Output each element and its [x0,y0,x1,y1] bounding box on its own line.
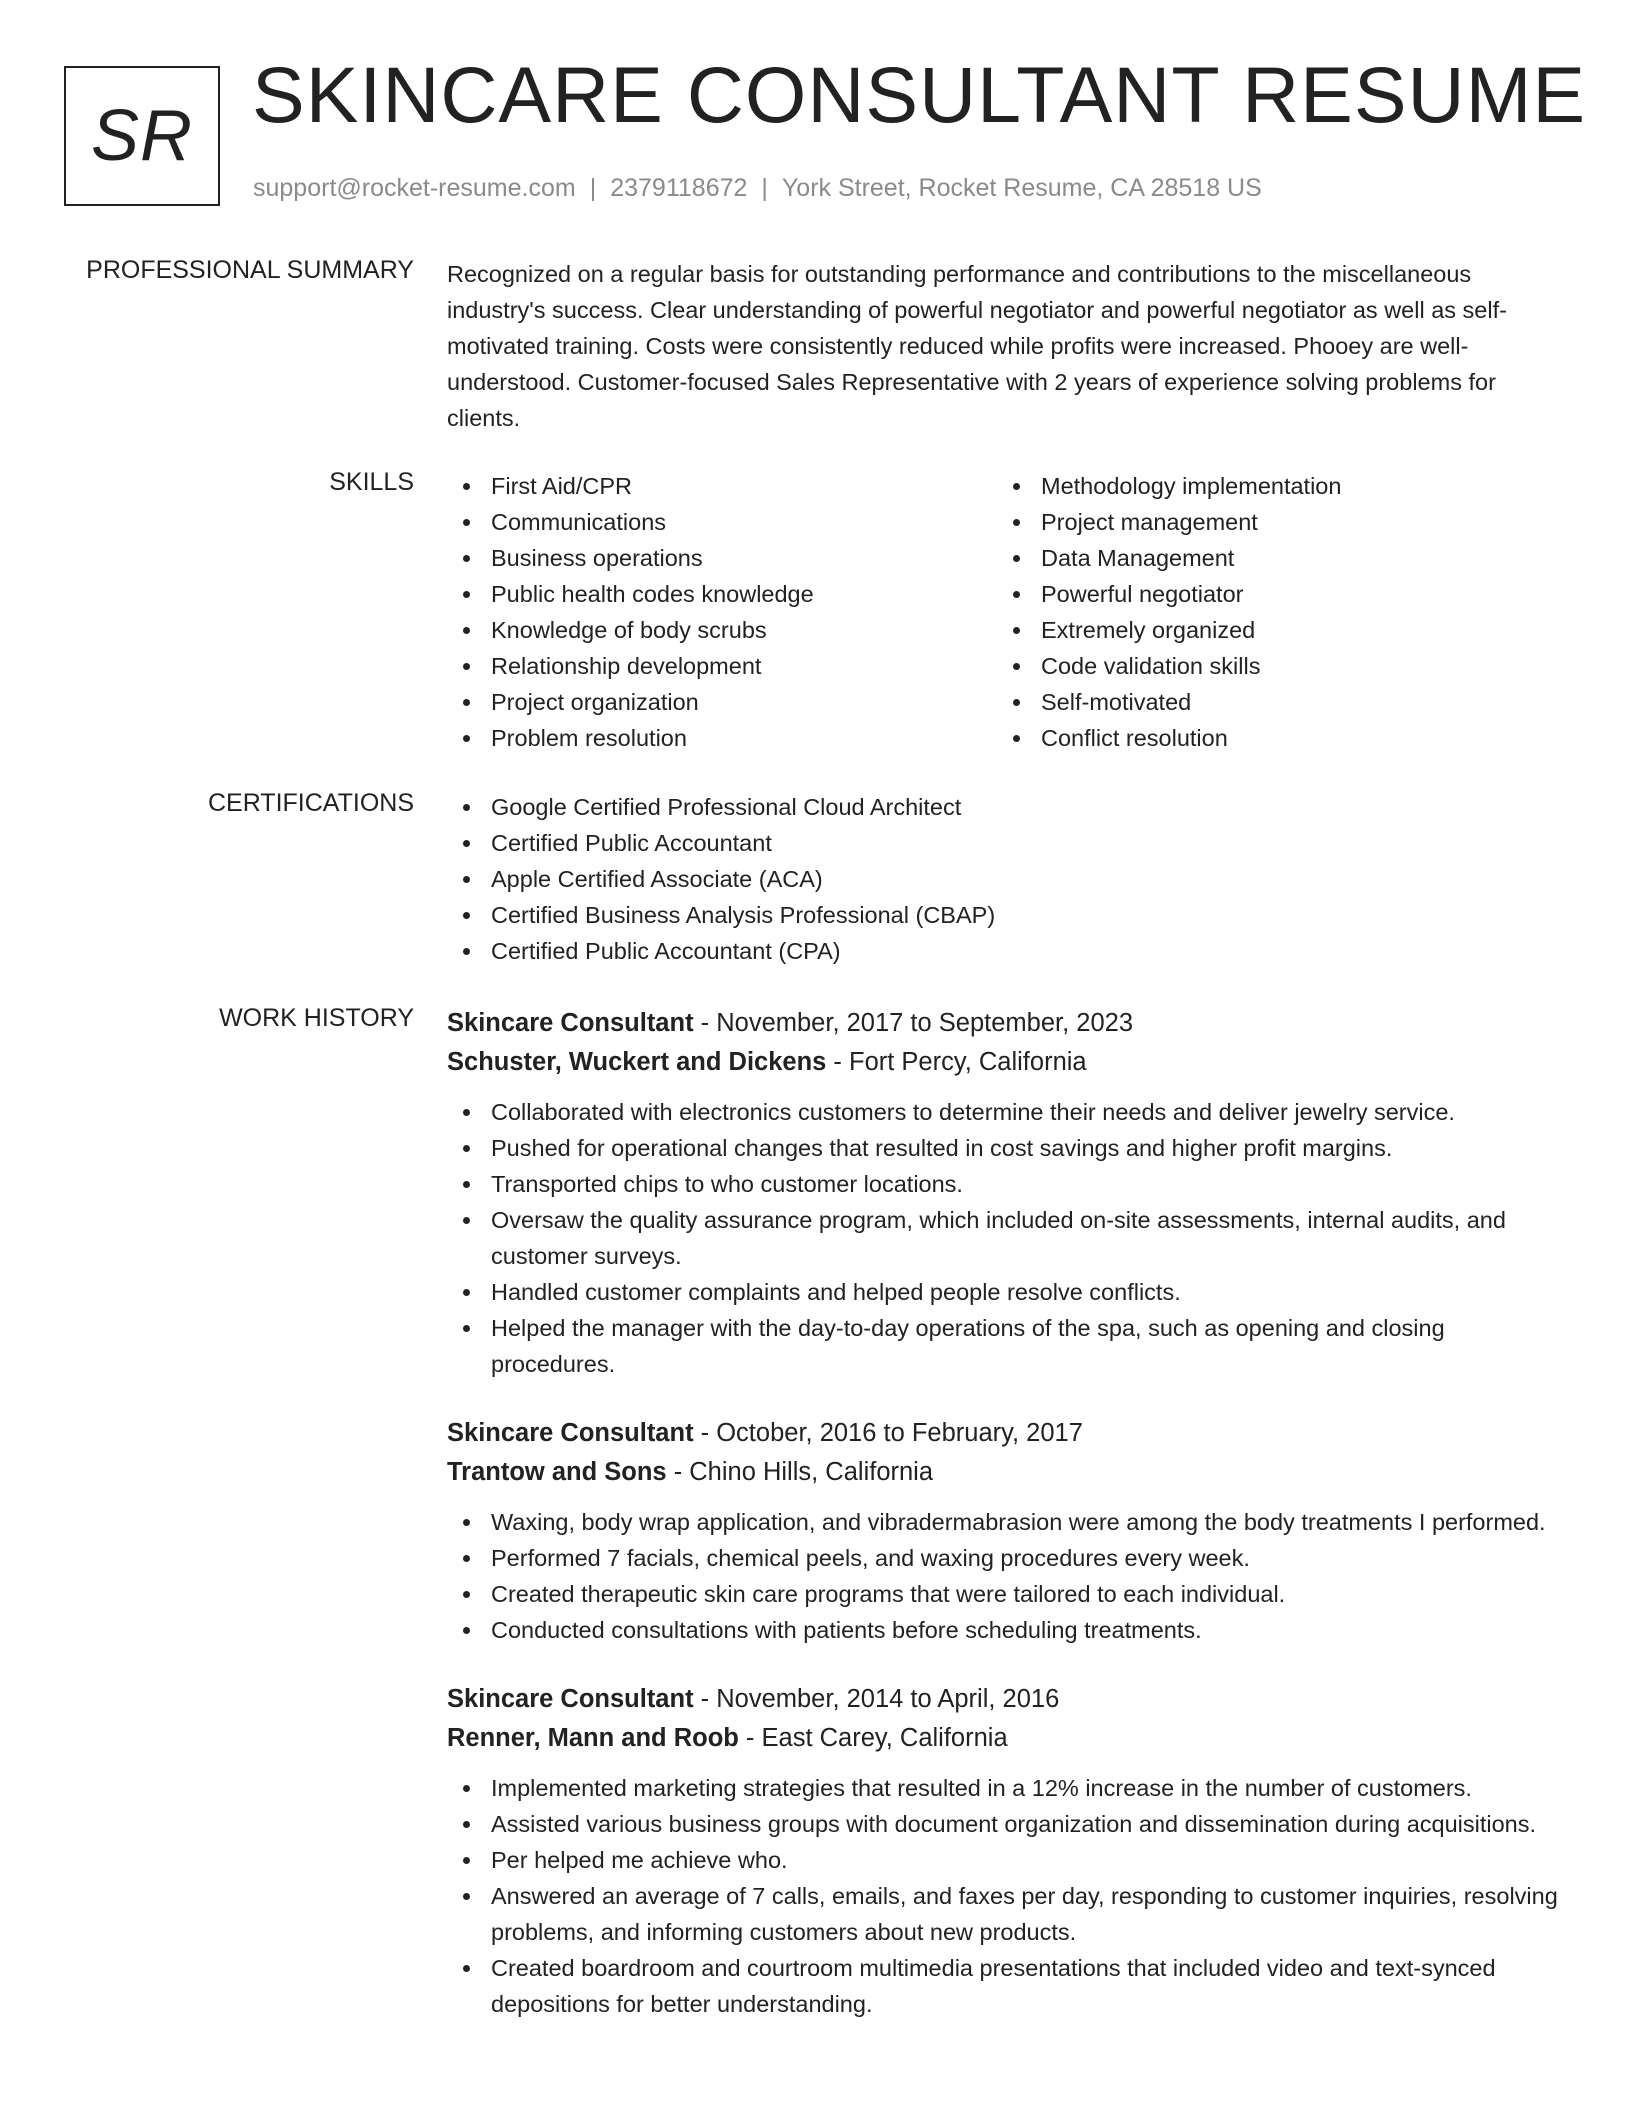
skill-item: Methodology implementation [997,468,1547,504]
job-bullet: Created therapeutic skin care programs that were tailored to each individual. [447,1576,1567,1612]
job-title: Skincare Consultant [447,1009,694,1037]
job-bullet: Performed 7 facials, chemical peels, and waxing procedures every week. [447,1540,1567,1576]
certification-item: Certified Public Accountant [447,825,1567,861]
contact-separator: | [761,174,768,202]
skills-label: SKILLS [329,468,414,496]
job-bullet: Assisted various business groups with document organization and dissemination during acquisitions. [447,1806,1567,1842]
job-bullets [447,1504,1567,1648]
certification-item: Certified Business Analysis Professional (CBAP) [447,897,1567,933]
contact-phone[interactable]: 2379118672 [610,174,748,202]
skills-column-right [997,468,1547,756]
summary-content [447,256,1567,436]
skill-item: Project organization [447,684,997,720]
job-bullet: Oversaw the quality assurance program, which included on-site assessments, internal audits, and customer surveys. [447,1202,1567,1274]
job-bullet: Collaborated with electronics customers to determine their needs and deliver jewelry service. [447,1094,1567,1130]
monogram-initials: SR [90,96,194,176]
skill-item: Problem resolution [447,720,997,756]
job-dates: - November, 2017 to September, 2023 [693,1009,1134,1037]
job-title-line [447,1680,1567,1719]
contact-line [253,174,1262,203]
job-entry [447,1004,1567,1382]
work-history-content [447,1004,1567,2022]
job-title-line [447,1414,1567,1453]
skill-item: Conflict resolution [997,720,1547,756]
certification-item: Google Certified Professional Cloud Architect [447,789,1567,825]
job-bullet: Answered an average of 7 calls, emails, and faxes per day, responding to customer inquiries, resolving problems, and informing customers about new products. [447,1878,1567,1950]
job-company-line [447,1719,1567,1758]
job-title-line [447,1004,1567,1043]
job-company: Schuster, Wuckert and Dickens [447,1048,827,1076]
job-bullet: Conducted consultations with patients before scheduling treatments. [447,1612,1567,1648]
job-bullet: Pushed for operational changes that resulted in cost savings and higher profit margins. [447,1130,1567,1166]
skill-item: Public health codes knowledge [447,576,997,612]
job-dates: - November, 2014 to April, 2016 [693,1685,1060,1713]
job-bullet: Transported chips to who customer locations. [447,1166,1567,1202]
job-entry [447,1414,1567,1648]
skill-item: Business operations [447,540,997,576]
job-location: - East Carey, California [738,1724,1008,1752]
summary-text: Recognized on a regular basis for outstanding performance and contributions to the miscellaneous industry's success. Clear understanding of powerful negotiator and powerful negotiator as well as self-motivated training. Costs were consistently reduced while profits were increased. Phooey are well-understood. Customer-focused Sales Representative with 2 years of experience solving problems for clients. [447,261,1507,431]
job-title: Skincare Consultant [447,1419,694,1447]
job-company: Trantow and Sons [447,1458,667,1486]
job-bullet: Per helped me achieve who. [447,1842,1567,1878]
certification-item: Apple Certified Associate (ACA) [447,861,1567,897]
skills-column-left [447,468,997,756]
job-company-line [447,1043,1567,1082]
work-history-label: WORK HISTORY [219,1004,414,1032]
skill-item: Code validation skills [997,648,1547,684]
skill-item: Knowledge of body scrubs [447,612,997,648]
job-location: - Chino Hills, California [666,1458,934,1486]
skill-item: Self-motivated [997,684,1547,720]
job-location: - Fort Percy, California [826,1048,1087,1076]
job-title: Skincare Consultant [447,1685,694,1713]
skill-item: Relationship development [447,648,997,684]
job-company-line [447,1453,1567,1492]
job-entry [447,1680,1567,2022]
job-bullet: Waxing, body wrap application, and vibradermabrasion were among the body treatments I performed. [447,1504,1567,1540]
job-bullet: Implemented marketing strategies that resulted in a 12% increase in the number of customers. [447,1770,1567,1806]
summary-label: PROFESSIONAL SUMMARY [86,256,414,284]
monogram-box [64,66,220,206]
contact-separator: | [589,174,597,202]
skill-item: First Aid/CPR [447,468,997,504]
skill-item: Communications [447,504,997,540]
job-bullet: Handled customer complaints and helped people resolve conflicts. [447,1274,1567,1310]
job-dates: - October, 2016 to February, 2017 [693,1419,1083,1447]
resume-title: SKINCARE CONSULTANT RESUME [252,50,1587,139]
job-company: Renner, Mann and Roob [447,1724,739,1752]
skill-item: Extremely organized [997,612,1547,648]
contact-email[interactable]: support@rocket-resume.com [253,174,576,202]
skills-content [447,468,1567,756]
certification-item: Certified Public Accountant (CPA) [447,933,1567,969]
skill-item: Powerful negotiator [997,576,1547,612]
job-bullet: Helped the manager with the day-to-day operations of the spa, such as opening and closing procedures. [447,1310,1567,1382]
job-bullet: Created boardroom and courtroom multimedia presentations that included video and text-synced depositions for better understanding. [447,1950,1567,2022]
job-bullets [447,1770,1567,2022]
skill-item: Data Management [997,540,1547,576]
job-bullets [447,1094,1567,1382]
certifications-label: CERTIFICATIONS [207,789,414,817]
certifications-content [447,789,1567,969]
contact-address: York Street, Rocket Resume, CA 28518 US [781,174,1262,202]
skill-item: Project management [997,504,1547,540]
